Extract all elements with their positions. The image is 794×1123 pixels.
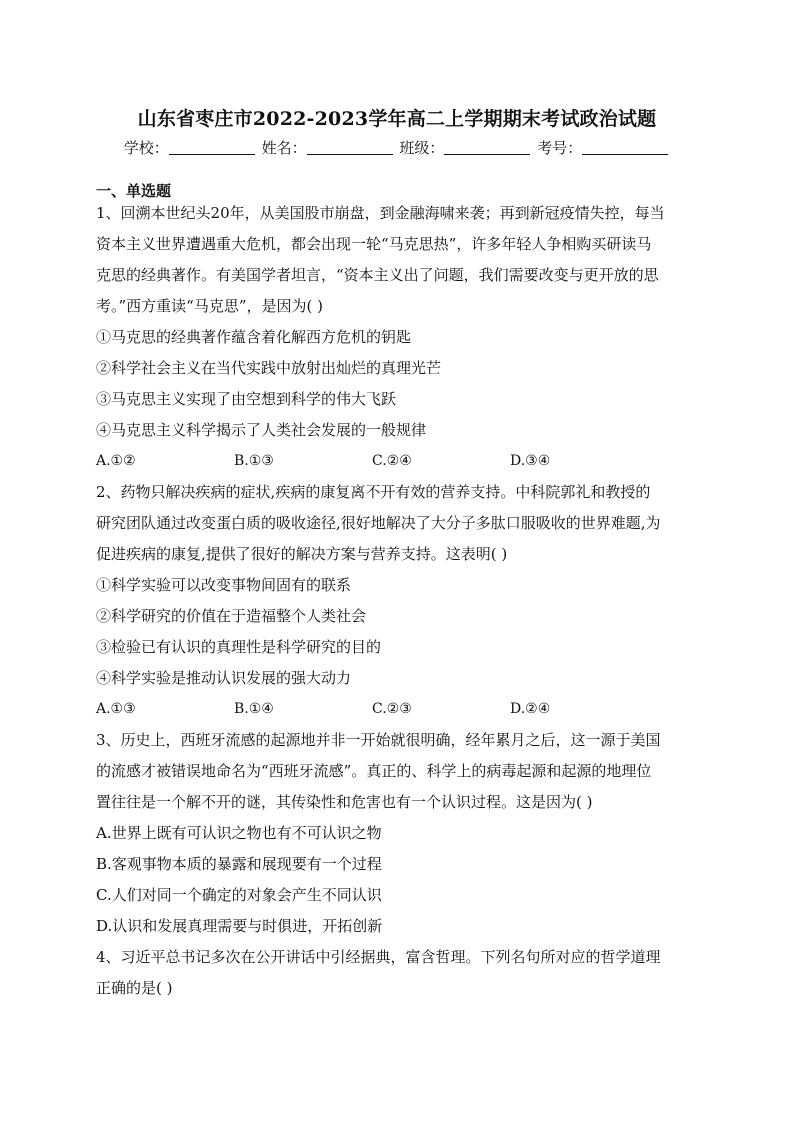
- option-a[interactable]: A.①③: [96, 701, 136, 717]
- statement-item: ①科学实验可以改变事物间固有的联系: [96, 576, 352, 594]
- number-blank: [582, 140, 668, 155]
- option-b[interactable]: B.客观事物本质的暴露和展现要有一个过程: [96, 855, 382, 873]
- question-3-stem: [96, 725, 700, 818]
- statement-item: ④马克思主义科学揭示了人类社会发展的一般规律: [96, 421, 427, 439]
- question-line: 置往往是一个解不开的谜，其传染性和危害也有一个认识过程。这是因为( ): [96, 793, 593, 811]
- option-d[interactable]: D.②④: [510, 701, 551, 717]
- school-label: 学校：: [123, 139, 169, 157]
- question-line: 考。”西方重读“马克思”，是因为( ): [96, 297, 323, 315]
- questions: [96, 198, 700, 1004]
- question-line: 1、回溯本世纪头20年，从美国股市崩盘，到金融海啸来袭；再到新冠疫情失控，每当: [96, 204, 665, 222]
- option-d[interactable]: D.认识和发展真理需要与时俱进，开拓创新: [96, 917, 383, 935]
- question-line: 的流感才被错误地命名为“西班牙流感”。真正的、科学上的病毒起源和起源的地理位: [96, 762, 652, 780]
- option-a[interactable]: A.①②: [96, 453, 136, 469]
- statement-item: ①马克思的经典著作蕴含着化解西方危机的钥匙: [96, 328, 412, 346]
- question-2-stem: [96, 477, 700, 570]
- question-line: 3、历史上，西班牙流感的起源地并非一开始就很明确，经年累月之后，这一源于美国: [96, 731, 661, 749]
- question-line: 促进疾病的康复,提供了很好的解决方案与营养支持。这表明( ): [96, 545, 508, 563]
- statement-item: ③马克思主义实现了由空想到科学的伟大飞跃: [96, 390, 397, 408]
- question-line: 4、习近平总书记多次在公开讲话中引经据典，富含哲理。下列名句所对应的哲学道理: [96, 948, 661, 966]
- question-line: 资本主义世界遭遇重大危机，都会出现一轮“马克思热”，许多年轻人争相购买研读马: [96, 235, 652, 253]
- question-line: 研究团队通过改变蛋白质的吸收途径,很好地解决了大分子多肽口服吸收的世界难题,为: [96, 514, 661, 532]
- class-blank: [444, 140, 530, 155]
- option-b[interactable]: B.①④: [234, 701, 274, 717]
- question-line: 克思的经典著作。有美国学者坦言，“资本主义出了问题，我们需要改变与更开放的思: [96, 266, 659, 284]
- school-blank: [169, 140, 255, 155]
- question-4-stem: [96, 942, 700, 1004]
- option-d[interactable]: D.③④: [510, 453, 551, 469]
- question-1-stem: [96, 198, 700, 322]
- question-1-options: [96, 446, 700, 477]
- option-a[interactable]: A.世界上既有可认识之物也有不可认识之物: [96, 824, 382, 842]
- option-c[interactable]: C.②③: [372, 701, 412, 717]
- option-c[interactable]: C.②④: [372, 453, 412, 469]
- option-b[interactable]: B.①③: [234, 453, 274, 469]
- option-c[interactable]: C.人们对同一个确定的对象会产生不同认识: [96, 886, 382, 904]
- exam-title: 山东省枣庄市2022-2023学年高二上学期期末考试政治试题: [137, 108, 657, 130]
- statement-item: ②科学研究的价值在于造福整个人类社会: [96, 607, 367, 625]
- statement-item: ②科学社会主义在当代实践中放射出灿烂的真理光芒: [96, 359, 442, 377]
- statement-item: ③检验已有认识的真理性是科学研究的目的: [96, 638, 382, 656]
- question-line: 2、药物只解决疾病的症状,疾病的康复离不开有效的营养支持。中科院郭礼和教授的: [96, 483, 651, 501]
- name-blank: [307, 140, 393, 155]
- number-label: 考号：: [537, 139, 583, 157]
- student-info-row: [0, 137, 794, 158]
- class-label: 班级：: [399, 139, 445, 157]
- statement-item: ④科学实验是推动认识发展的强大动力: [96, 669, 352, 687]
- question-2-options: [96, 694, 700, 725]
- section-heading: 一、单选题: [96, 182, 172, 200]
- question-line: 正确的是( ): [96, 979, 173, 997]
- name-label: 姓名：: [261, 139, 307, 157]
